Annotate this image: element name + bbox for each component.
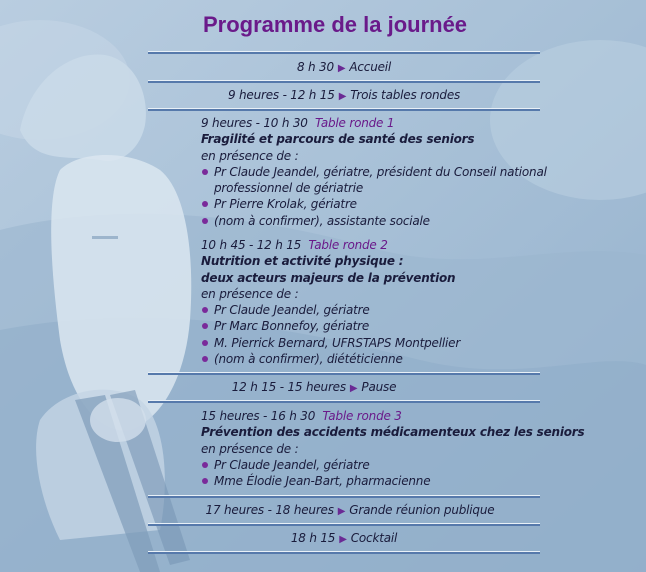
participant: M. Pierrick Bernard, UFRSTAPS Montpellier	[201, 335, 631, 351]
bullet-icon	[202, 478, 208, 484]
schedule-item-cocktail	[148, 531, 540, 545]
triangle-right-icon: ▶	[337, 506, 346, 517]
subject: Fragilité et parcours de santé des seniors	[201, 132, 475, 147]
time: 18 h 15	[290, 531, 336, 545]
label: Trois tables rondes	[350, 88, 461, 102]
time: 17 heures - 18 heures	[205, 503, 334, 517]
bullet-icon	[202, 340, 208, 346]
participant: (nom à confirmer), assistante sociale	[201, 213, 631, 229]
label: Accueil	[349, 60, 392, 74]
divider	[148, 495, 540, 498]
table-ronde-3	[201, 408, 631, 489]
presence-label: en présence de :	[201, 148, 299, 163]
table-ronde-tag: Table ronde 1	[314, 116, 395, 130]
triangle-right-icon: ▶	[339, 534, 347, 545]
schedule-item-pause	[118, 380, 510, 394]
bullet-icon	[202, 356, 208, 362]
triangle-right-icon: ▶	[337, 63, 346, 74]
participant: Pr Claude Jeandel, gériatre	[201, 457, 631, 473]
presence-label: en présence de :	[201, 286, 299, 301]
table-ronde-tag: Table ronde 2	[308, 238, 388, 252]
participant: Pr Pierre Krolak, gériatre	[201, 196, 631, 212]
label: Grande réunion publique	[349, 503, 495, 517]
time: 9 heures - 12 h 15	[227, 88, 335, 102]
subject: Nutrition et activité physique :	[201, 254, 404, 269]
participant: Pr Marc Bonnefoy, gériatre	[201, 318, 631, 334]
subject-continued: deux acteurs majeurs de la prévention	[201, 270, 456, 285]
time: 9 heures - 10 h 30	[201, 116, 308, 130]
time: 15 heures - 16 h 30	[201, 409, 316, 423]
divider	[148, 51, 540, 54]
time: 8 h 30	[296, 60, 334, 74]
time: 12 h 15 - 15 heures	[231, 380, 346, 394]
bullet-icon	[202, 218, 208, 224]
divider	[148, 551, 540, 554]
triangle-right-icon: ▶	[349, 383, 358, 394]
participant: Pr Claude Jeandel, gériatre	[201, 302, 631, 318]
table-ronde-1	[201, 115, 631, 229]
divider	[148, 400, 540, 403]
bullet-icon	[202, 169, 208, 175]
schedule-item-accueil	[148, 60, 540, 74]
table-ronde-2	[201, 237, 631, 367]
page-title: Programme de la journée	[202, 12, 468, 37]
participant-continued: professionnel de gériatrie	[214, 181, 364, 196]
triangle-right-icon: ▶	[338, 91, 347, 102]
participant: Mme Élodie Jean-Bart, pharmacienne	[201, 473, 631, 489]
bullet-icon	[202, 462, 208, 468]
schedule-item-tables	[148, 88, 540, 102]
divider	[148, 108, 540, 111]
divider	[148, 80, 540, 83]
divider	[148, 523, 540, 526]
schedule-item-reunion	[140, 503, 560, 517]
table-ronde-tag: Table ronde 3	[322, 409, 402, 423]
bullet-icon	[202, 307, 208, 313]
presence-label: en présence de :	[201, 441, 299, 456]
bullet-icon	[202, 323, 208, 329]
subject: Prévention des accidents médicamenteux chez les seniors	[201, 425, 585, 440]
bullet-icon	[202, 201, 208, 207]
participant: Pr Claude Jeandel, gériatre, président du Conseil national	[201, 164, 631, 180]
label: Pause	[361, 380, 397, 394]
divider	[148, 372, 540, 375]
participant: (nom à confirmer), diététicienne	[201, 351, 631, 367]
label: Cocktail	[350, 531, 398, 545]
time: 10 h 45 - 12 h 15	[201, 238, 302, 252]
